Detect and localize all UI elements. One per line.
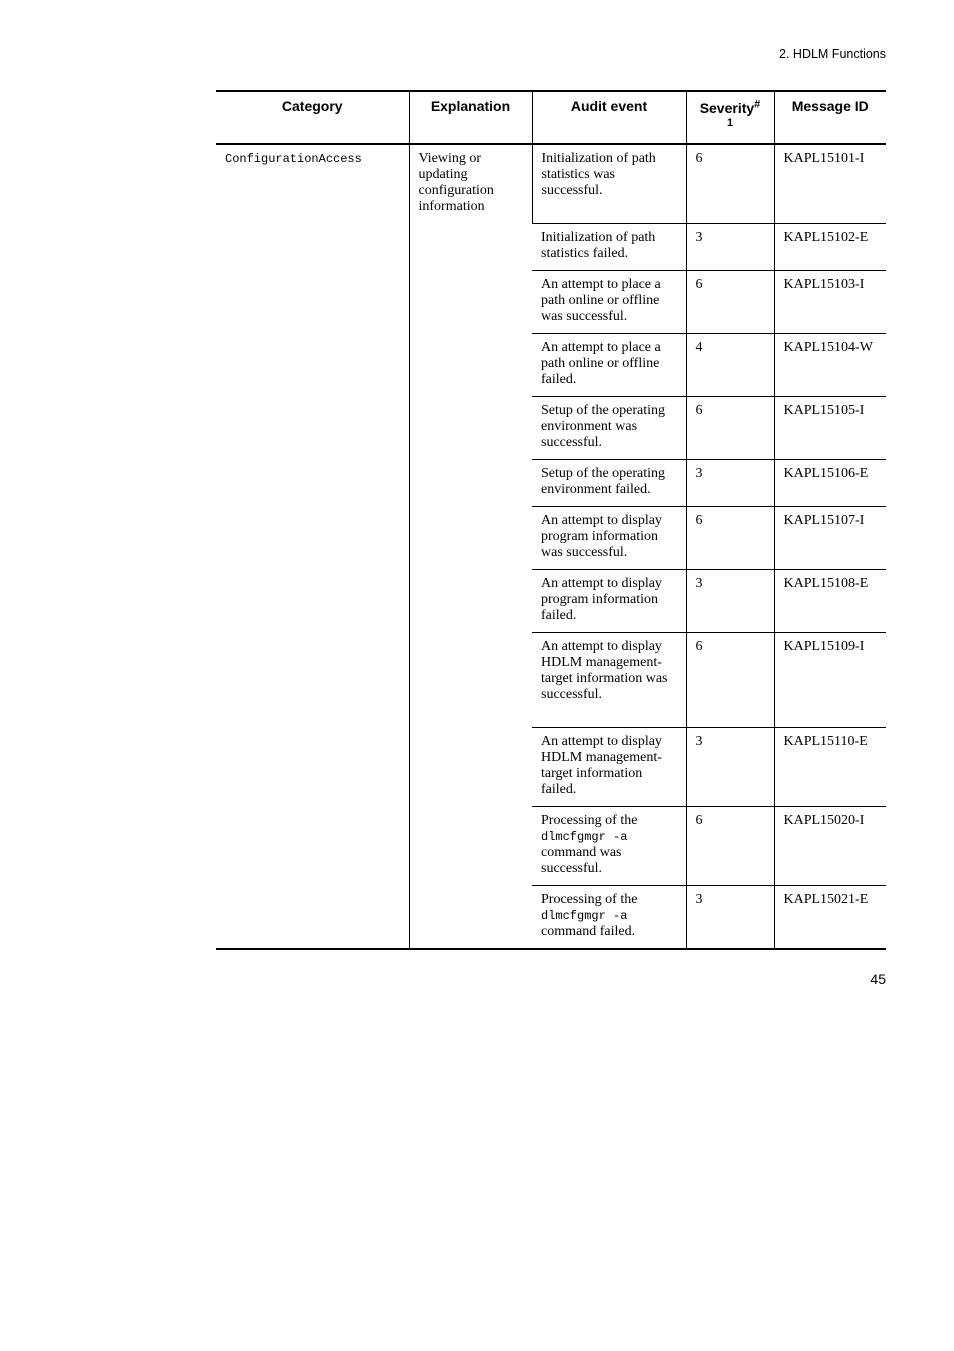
message-id-cell: KAPL15021-E [774, 885, 886, 949]
page-number: 45 [870, 971, 886, 987]
audit-event-cell: An attempt to display program information was successful. [532, 506, 686, 569]
message-id-cell: KAPL15101-I [774, 144, 886, 223]
severity-footnote-mark: # [754, 98, 761, 111]
audit-event-text: Processing of the [541, 812, 638, 828]
running-header: 2. HDLM Functions [779, 47, 886, 61]
category-value: ConfigurationAccess [225, 152, 362, 166]
audit-event-text: command was successful. [541, 844, 622, 876]
header-explanation: Explanation [409, 91, 532, 144]
audit-event-cell: Initialization of path statistics failed. [532, 223, 686, 270]
message-id-cell: KAPL15108-E [774, 569, 886, 632]
severity-cell: 6 [686, 806, 774, 885]
header-message-id: Message ID [774, 91, 886, 144]
message-id-cell: KAPL15110-E [774, 727, 886, 806]
message-id-cell: KAPL15106-E [774, 459, 886, 506]
header-category: Category [281, 98, 343, 114]
message-id-cell: KAPL15020-I [774, 806, 886, 885]
command-name: dlmcfgmgr -a [541, 829, 628, 844]
severity-cell: 6 [686, 506, 774, 569]
audit-event-cell: Setup of the operating environment was successful. [532, 396, 686, 459]
message-id-cell: KAPL15103-I [774, 270, 886, 333]
audit-event-cell: Setup of the operating environment failed. [532, 459, 686, 506]
audit-event-cell [532, 885, 686, 949]
category-cell [216, 144, 409, 949]
audit-event-cell: An attempt to display HDLM management-target information was successful. [532, 632, 686, 727]
severity-footnote-number: 1 [726, 117, 734, 129]
message-id-cell: KAPL15102-E [774, 223, 886, 270]
table-header-row [216, 91, 886, 144]
message-id-cell: KAPL15104-W [774, 333, 886, 396]
audit-event-cell: An attempt to place a path online or offline failed. [532, 333, 686, 396]
severity-cell: 4 [686, 333, 774, 396]
audit-event-table [216, 90, 886, 950]
explanation-cell: Viewing or updating configuration information [409, 144, 532, 949]
severity-cell: 6 [686, 144, 774, 223]
severity-cell: 6 [686, 270, 774, 333]
audit-event-cell: An attempt to display program information failed. [532, 569, 686, 632]
audit-event-cell [532, 806, 686, 885]
severity-cell: 3 [686, 459, 774, 506]
severity-cell: 3 [686, 885, 774, 949]
header-severity [686, 91, 774, 144]
audit-event-cell: Initialization of path statistics was successful. [532, 144, 686, 223]
table-row [216, 144, 886, 223]
audit-event-text: Processing of the [541, 891, 638, 907]
severity-cell: 6 [686, 396, 774, 459]
header-audit-event: Audit event [532, 91, 686, 144]
severity-label: Severity [699, 100, 755, 116]
audit-event-text: command failed. [541, 923, 636, 939]
severity-cell: 3 [686, 223, 774, 270]
audit-event-cell: An attempt to display HDLM management-target information failed. [532, 727, 686, 806]
severity-cell: 3 [686, 727, 774, 806]
message-id-cell: KAPL15107-I [774, 506, 886, 569]
severity-cell: 6 [686, 632, 774, 727]
severity-cell: 3 [686, 569, 774, 632]
command-name: dlmcfgmgr -a [541, 908, 628, 923]
message-id-cell: KAPL15105-I [774, 396, 886, 459]
audit-event-cell: An attempt to place a path online or offline was successful. [532, 270, 686, 333]
message-id-cell: KAPL15109-I [774, 632, 886, 727]
